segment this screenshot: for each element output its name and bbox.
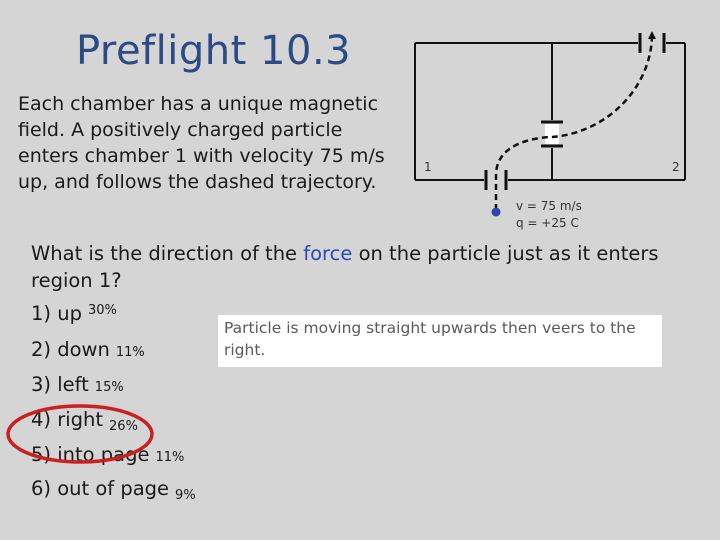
choice-label: 6) out of page xyxy=(31,477,170,500)
choice-out-of-page[interactable] xyxy=(31,477,196,503)
choice-percent: 30% xyxy=(87,303,117,318)
choice-down[interactable] xyxy=(31,338,145,361)
choice-label: 2) down xyxy=(31,338,110,361)
choice-percent: 9% xyxy=(175,488,196,503)
choice-label: 1) up xyxy=(31,302,82,325)
charge-label: q = +25 C xyxy=(516,216,579,230)
particle-dot xyxy=(492,208,501,217)
choice-percent: 26% xyxy=(109,419,138,434)
slide-title: Preflight 10.3 xyxy=(76,28,352,74)
choice-percent: 15% xyxy=(94,380,124,395)
choice-label: 4) right xyxy=(31,408,104,431)
choice-left[interactable] xyxy=(31,373,124,396)
question-part-2: on the particle just as it enters region 1? xyxy=(31,242,659,292)
chamber-1-label: 1 xyxy=(424,160,432,174)
question-part-1: What is the direction of the xyxy=(31,242,304,265)
chamber-diagram xyxy=(400,25,700,239)
middle-slit-gap xyxy=(545,124,559,144)
chamber-2-label: 2 xyxy=(672,160,680,174)
choice-label: 3) left xyxy=(31,373,89,396)
choice-up[interactable] xyxy=(31,302,117,325)
choice-label: 5) into page xyxy=(31,443,150,466)
question-text xyxy=(31,240,691,294)
force-word: force xyxy=(303,242,353,265)
trajectory-arrowhead xyxy=(648,31,656,39)
choice-percent: 11% xyxy=(155,450,185,465)
trajectory-path xyxy=(496,37,652,210)
selected-answer-ring xyxy=(4,400,164,470)
intro-text: Each chamber has a unique magnetic field. A positively charged particle enters chamber 1 with velocity 75 m/s up, and follows the dashed trajectory. xyxy=(18,93,385,193)
choice-percent: 11% xyxy=(115,345,145,360)
explanation-callout: Particle is moving straight upwards then veers to the right. xyxy=(218,315,662,367)
velocity-label: v = 75 m/s xyxy=(516,199,582,213)
